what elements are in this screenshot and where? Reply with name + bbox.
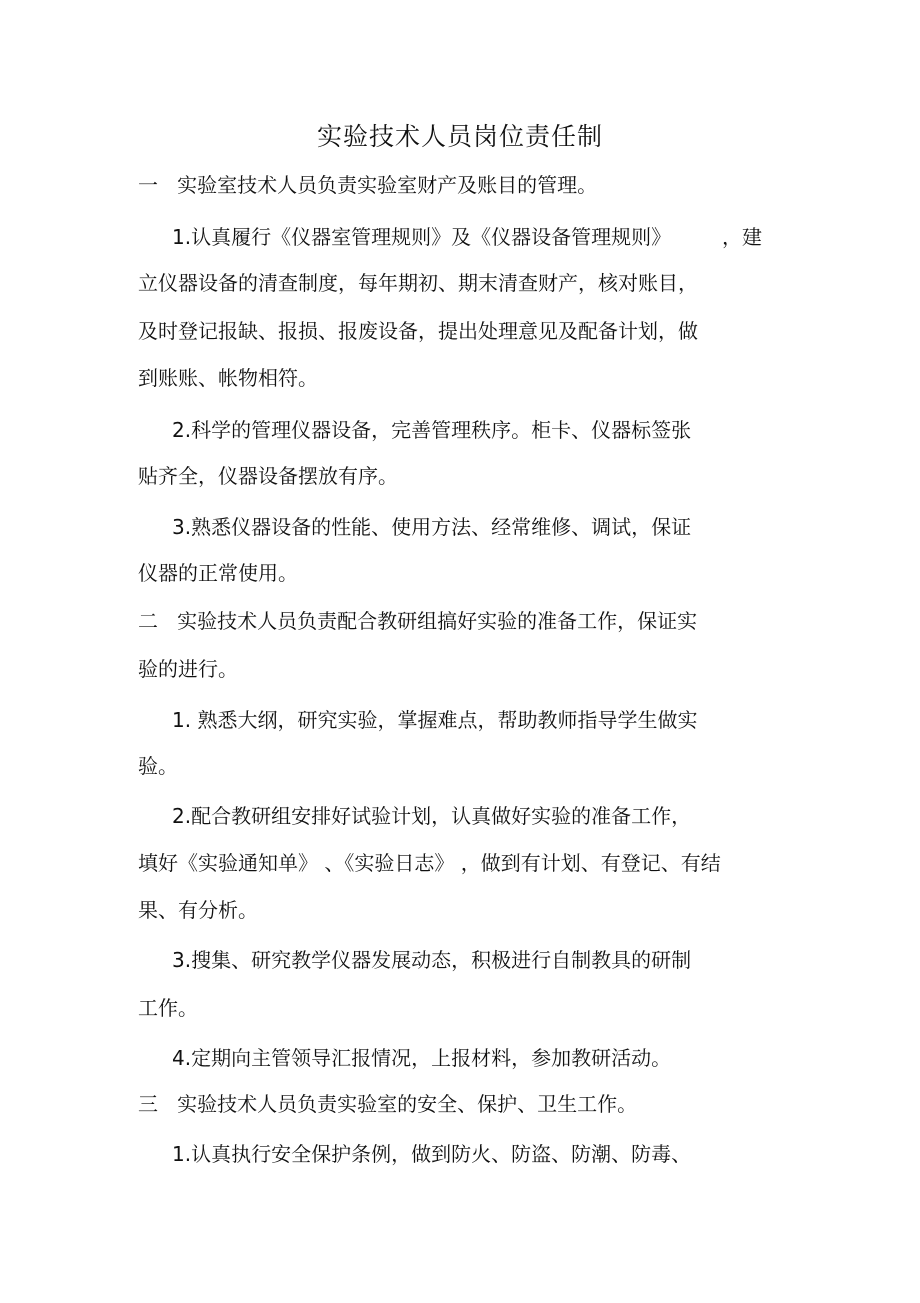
paragraph-line: 4.定期向主管领导汇报情况，上报材料，参加教研活动。 <box>172 1046 672 1070</box>
paragraph-line: 验。 <box>138 754 178 778</box>
section-heading-1: 一 实验室技术人员负责实验室财产及账目的管理。 <box>138 173 598 197</box>
section-heading-2: 二 实验技术人员负责配合教研组搞好实验的准备工作，保证实 <box>138 609 698 633</box>
paragraph-line: 3.熟悉仪器设备的性能、使用方法、经常维修、调试，保证 <box>172 515 692 539</box>
paragraph-line: 2.科学的管理仪器设备，完善管理秩序。柜卡、仪器标签张 <box>172 418 692 442</box>
paragraph-line: 立仪器设备的清查制度，每年期初、期末清查财产，核对账目， <box>138 271 698 295</box>
paragraph-line: 2.配合教研组安排好试验计划，认真做好实验的准备工作， <box>172 804 692 828</box>
paragraph-line: 到账账、帐物相符。 <box>138 366 318 390</box>
paragraph-line: 1. 熟悉大纲，研究实验，掌握难点，帮助教师指导学生做实 <box>172 708 698 732</box>
section-heading-3: 三 实验技术人员负责实验室的安全、保护、卫生工作。 <box>138 1092 638 1116</box>
paragraph-line: 果、有分析。 <box>138 898 258 922</box>
paragraph-line: 工作。 <box>138 996 198 1020</box>
paragraph-line: 验的进行。 <box>138 657 238 681</box>
paragraph-line: 仪器的正常使用。 <box>138 561 298 585</box>
paragraph-line: 及时登记报缺、报损、报废设备，提出处理意见及配备计划，做 <box>138 319 698 343</box>
paragraph-line: 填好《实验通知单》 、《实验日志》 ，做到有计划、有登记、有结 <box>138 851 721 875</box>
paragraph-line: 1.认真履行《仪器室管理规则》及《仪器设备管理规则》 ，建 <box>172 225 762 249</box>
document-title: 实验技术人员岗位责任制 <box>316 122 603 151</box>
paragraph-line: 3.搜集、研究教学仪器发展动态，积极进行自制教具的研制 <box>172 948 692 972</box>
paragraph-line: 贴齐全，仪器设备摆放有序。 <box>138 464 398 488</box>
paragraph-line: 1.认真执行安全保护条例，做到防火、防盗、防潮、防毒、 <box>172 1142 692 1166</box>
